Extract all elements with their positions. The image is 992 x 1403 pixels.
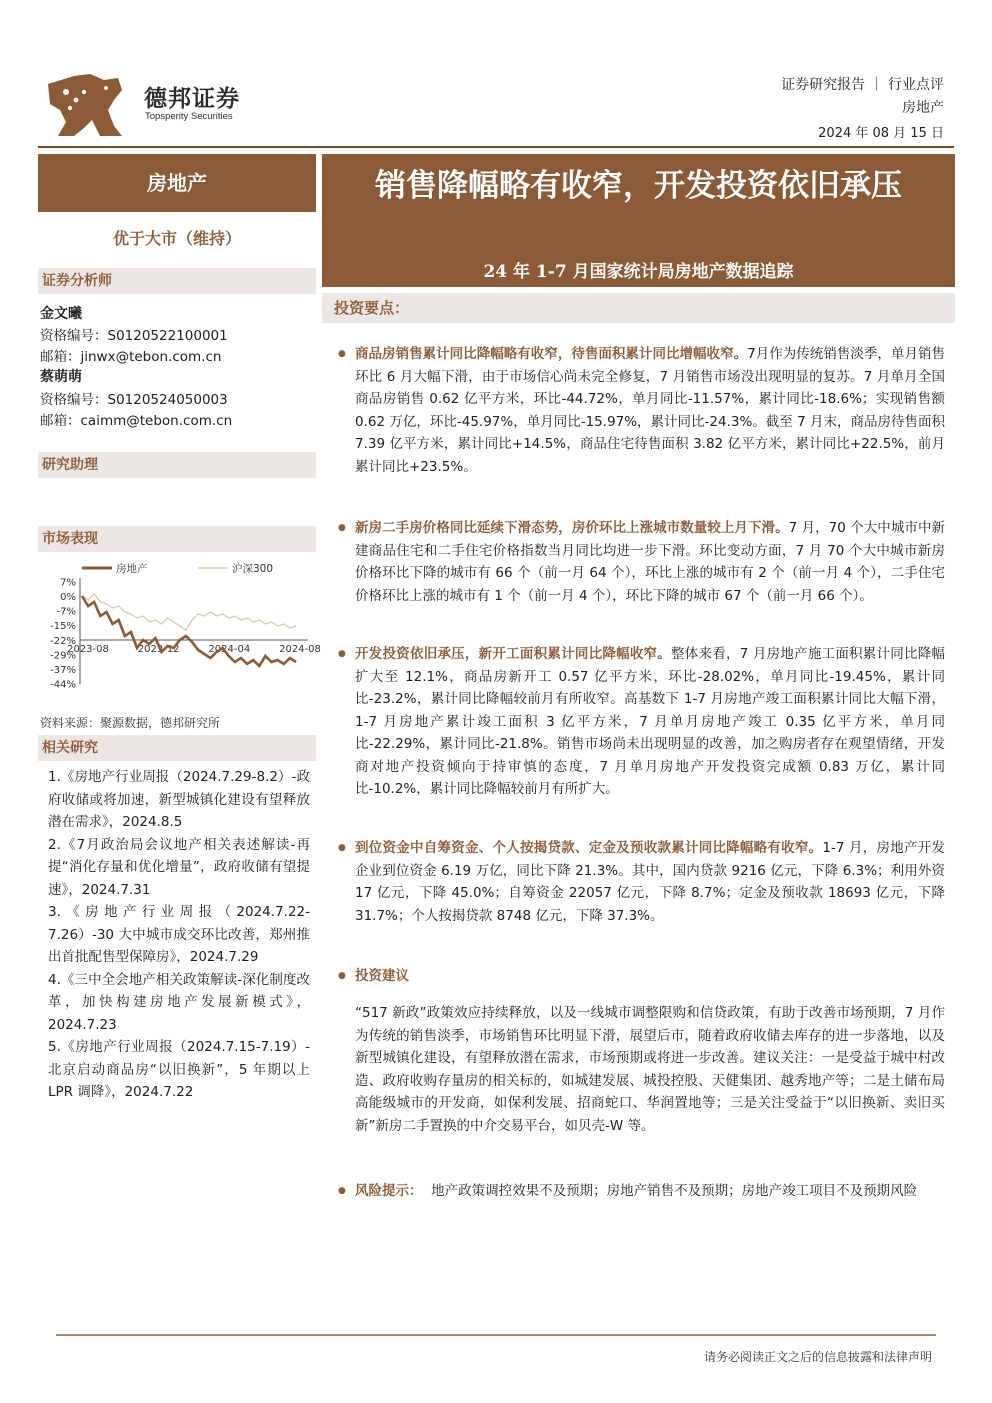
related-research-item[interactable]: 2.《7月政治局会议地产相关表述解读-再提“消化存量和优化增量”，政府收储有望提速》，2024.7.31: [48, 836, 310, 898]
point-highlight: 新房二手房价格同比延续下滑态势，房价环比上涨城市数量较上月下滑。: [355, 520, 789, 536]
bullet-icon: ●: [338, 843, 346, 853]
point-highlight: 商品房销售累计同比降幅略有收窄，待售面积累计同比增幅收窄。: [355, 346, 748, 362]
header-sector: 房地产: [902, 100, 944, 116]
report-title: 销售降幅略有收窄，开发投资依旧承压: [375, 168, 902, 204]
series-line: [82, 596, 296, 666]
point-funding: [338, 837, 945, 927]
rating: 优于大市（维持）: [112, 229, 241, 248]
bullet-icon: ●: [338, 971, 346, 981]
brand-name-en: Topsperity Securities: [145, 111, 233, 122]
related-research-item[interactable]: 1.《房地产行业周报（2024.7.29-8.2）-政府收储或将加速，新型城镇化建设有望释放潜在需求》，2024.8.5: [48, 769, 310, 830]
advice-title: 投资建议: [355, 968, 409, 984]
x-tick-label: 2023-08: [67, 644, 109, 655]
point-highlight: 开发投资依旧承压，新开工面积累计同比降幅收窄。: [355, 646, 672, 662]
point-body: 整体来看，7 月房地产施工面积累计同比降幅扩大至 12.1%，商品房新开工 0.57 亿平方米，环比-28.02%，单月同比-19.45%，累计同比-23.2%，累计同比降幅较前月有所收窄。高基数下 1-7 月房地产竣工面积累计同比大幅下滑，1-7 月房地产累计竣工面积 3 亿平方米，7 月单月房地产竣工 0.35 亿平方米，单月同比-22.29%，累计同比-21.8%。销售市场尚未出现明显的改善，加之购房者存在观望情绪，开发商对地产投资倾向于持审慎的态度，7 月单月房地产开发投资完成额 0.83 万亿，累计同比-10.2%，累计同比降幅较前月有所扩大。: [355, 646, 946, 797]
assistant-heading: 研究助理: [38, 452, 316, 478]
bullet-icon: ●: [338, 649, 346, 659]
y-tick-label: -44%: [50, 679, 76, 691]
point-body: 7 月，70 个大中城市中新建商品住宅和二手住宅价格指数当月同比均进一步下滑。环比变动方面，7 月 70 个大中城市新房价格环比下降的城市有 66 个（前一月 64 个），环比上涨的城市有 2 个（前一月 4 个），二手住宅价格环比上涨的城市有 1 个（前一月 4 个），环比下降的城市 67 个（前一月 66 个）。: [355, 520, 945, 604]
point-development: [338, 643, 945, 801]
related-research-list: [48, 766, 310, 1104]
y-tick-label: 0%: [60, 592, 76, 604]
related-research-item[interactable]: 4.《三中全会地产相关政策解读-深化制度改革，加快构建房地产发展新模式》，2024.7.23: [48, 971, 310, 1033]
y-tick-label: -37%: [50, 664, 76, 676]
sector-label: 房地产: [38, 154, 316, 212]
legend-label: 房地产: [116, 563, 148, 575]
y-tick-label: -22%: [50, 635, 76, 647]
risk-title: 风险提示：: [355, 1183, 423, 1199]
risk-body: 地产政策调控效果不及预期；房地产销售不及预期；房地产竣工项目不及预期风险: [431, 1183, 918, 1199]
bullet-icon: ●: [338, 349, 346, 359]
company-logo: [44, 70, 254, 140]
point-price: [338, 517, 945, 607]
report-date: 2024 年 08 月 15 日: [818, 126, 944, 141]
bullet-icon: ●: [338, 1186, 346, 1196]
brand-name-cn: 德邦证券: [144, 86, 240, 112]
analyst-license: 资格编号：S0120522100001: [40, 328, 228, 344]
analyst-email[interactable]: 邮箱：jinwx@tebon.com.cn: [40, 349, 222, 365]
investment-points-heading: 投资要点：: [322, 293, 955, 323]
bullet-icon: ●: [338, 523, 346, 533]
analyst-license: 资格编号：S0120524050003: [40, 392, 228, 408]
risk-warning: [338, 1180, 945, 1203]
point-body: 1-7 月，房地产开发企业到位资金 6.19 万亿，同比下降 21.3%。其中，国内贷款 9216 亿元，下降 6.3%；利用外资 17 亿元，下降 45.0%；自筹资金 22057 亿元，下降 8.7%；定金及预收款 18693 亿元，下降 31.7%；个人按揭贷款 8748 亿元，下降 37.3%。: [355, 840, 945, 924]
chart-source: 资料来源：聚源数据，德邦研究所: [40, 716, 221, 730]
point-sales: [338, 343, 945, 478]
related-research-item[interactable]: 5.《房地产行业周报（2024.7.15-7.19）-北京启动商品房“以旧换新”，5 年期以上 LPR 调降》，2024.7.22: [48, 1039, 310, 1100]
footer-divider: [56, 1334, 936, 1336]
series-line: [82, 594, 296, 630]
legend-label: 沪深300: [232, 563, 274, 575]
chart-svg: [38, 556, 321, 706]
leopard-logo-icon: [44, 70, 124, 138]
related-research-heading: 相关研究: [38, 735, 316, 761]
y-tick-label: 7%: [60, 577, 76, 589]
analyst-email[interactable]: 邮箱：caimm@tebon.com.cn: [40, 413, 233, 429]
market-performance-chart: [38, 556, 321, 706]
report-subtitle: 24 年 1-7 月国家统计局房地产数据追踪: [483, 262, 794, 282]
header-divider: [38, 146, 954, 148]
title-banner: [322, 154, 955, 287]
advice-body: “517 新政”政策效应持续释放，以及一线城市调整限购和信贷政策，有助于改善市场预期，7 月作为传统的销售淡季，市场销售环比明显下滑，展望后市，随着政府收储去库存的进一步落地，以及新型城镇化建设，有望释放潜在需求，市场预期或将进一步改善。建议关注：一是受益于城中村改造、政府收购存量房的相关标的，如城建发展、城投控股、天健集团、越秀地产等；二是土储布局高能级城市的开发商，如保利发展、招商蛇口、华润置地等；三是关注受益于“以旧换新、卖旧买新”新房二手置换的中介交易平台，如贝壳-W 等。: [355, 1005, 945, 1134]
footer-disclaimer[interactable]: 请务必阅读正文之后的信息披露和法律声明: [703, 1350, 932, 1364]
x-tick-label: 2024-04: [208, 644, 251, 655]
report-type: 证券研究报告 ｜ 行业点评: [781, 77, 944, 93]
y-tick-label: -7%: [56, 606, 76, 618]
y-tick-label: -29%: [50, 650, 76, 662]
x-tick-label: 2024-08: [279, 644, 321, 655]
analyst-heading: 证券分析师: [38, 268, 316, 294]
market-heading: 市场表现: [38, 526, 316, 552]
point-highlight: 到位资金中自筹资金、个人按揭贷款、定金及预收款累计同比降幅略有收窄。: [355, 840, 823, 856]
point-body: 7月作为传统销售淡季，单月销售环比 6 月大幅下滑，由于市场信心尚未完全修复，7 月销售市场没出现明显的复苏。7 月单月全国商品房销售 0.62 亿平方米，环比-44.72%，单月同比-11.57%，累计同比-18.6%；实现销售额 0.62 万亿，环比-45.97%，单月同比-15.97%，累计同比-24.3%。截至 7 月末，商品房待售面积 7.39 亿平方米，累计同比+14.5%，商品住宅待售面积 3.82 亿平方米，累计同比+22.5%，前月累计同比+23.5%。: [355, 346, 946, 475]
analyst-name: 蔡萌萌: [40, 369, 82, 385]
advice-heading: [338, 965, 945, 988]
y-tick-label: -15%: [50, 621, 76, 633]
x-tick-label: 2023-12: [137, 644, 180, 655]
related-research-item[interactable]: 3.《房地产行业周报（2024.7.22-7.26）-30 大中城市成交环比改善，郑州推出首批配售型保障房》，2024.7.29: [48, 904, 310, 965]
analyst-name: 金文曦: [40, 306, 82, 322]
